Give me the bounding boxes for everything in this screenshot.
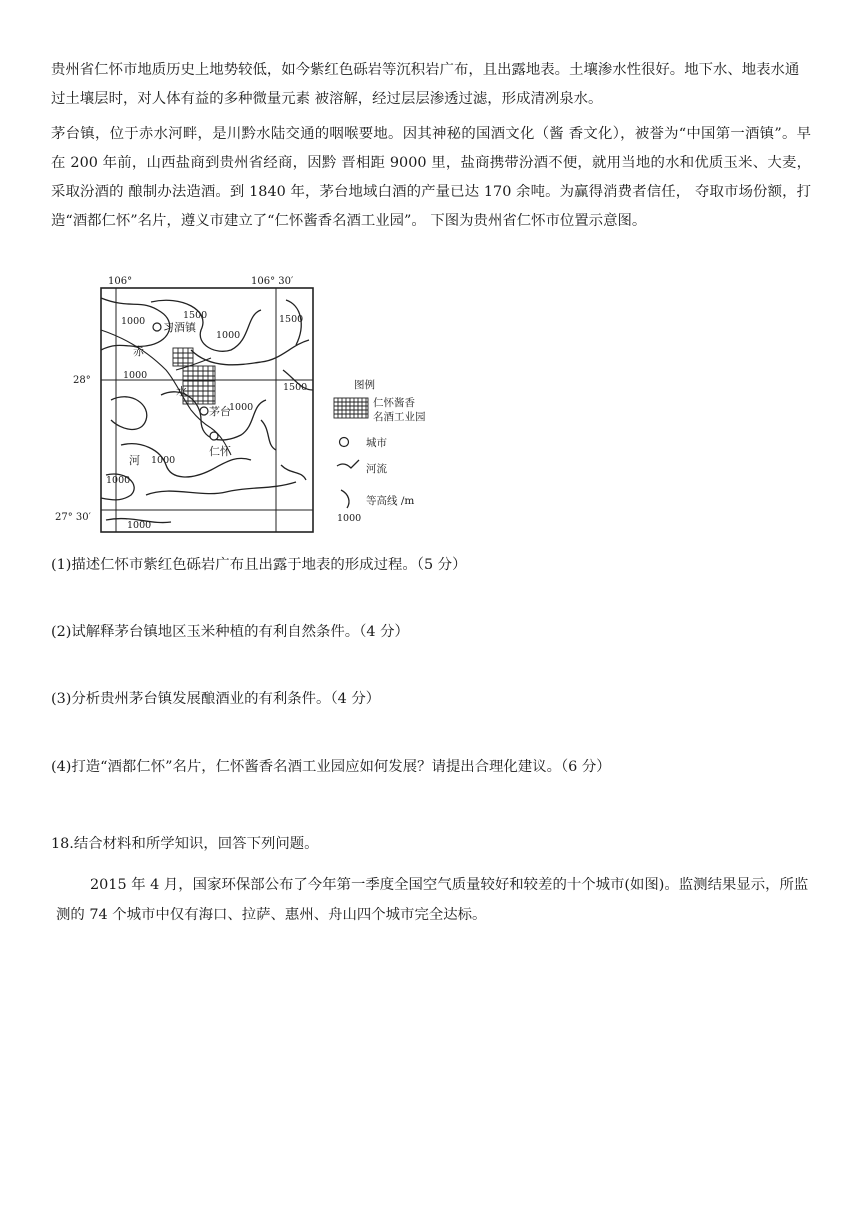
contour-label: 1500 [279,314,304,325]
legend-contour-icon [341,490,349,508]
contour-label: 1000 [121,316,146,327]
city-marker-maotai [200,407,208,415]
question-2: (2)试解释茅台镇地区玉米种植的有利自然条件。（4 分） [51,624,409,640]
question-4: (4)打造“酒都仁怀”名片，仁怀酱香名酒工业园应如何发展？请提出合理化建议。（6 分） [51,759,611,775]
contour-label: 1500 [183,310,208,321]
lon-label-left: 106° [108,276,133,287]
contour-label: 1000 [127,520,152,531]
city-marker-xijiu [153,323,161,331]
place-label-xijiu: 习酒镇 [163,321,196,334]
lat-label-bottom: 27° 30′ [55,512,91,523]
contour-label: 1000 [151,455,176,466]
legend-city-icon [340,438,349,447]
legend-contour-value: 1000 [337,513,362,524]
paragraph-maotai: 茅台镇，位于赤水河畔，是川黔水陆交通的咽喉要地。因其神秘的国酒文化（酱 香文化），被誉为“中国第一酒镇”。早在 200 年前，山西盐商到贵州省经商，因黔 晋相距 9000 里，盐商携带汾酒不便，就用当地的水和优质玉米、大麦，采取汾酒的 酿制办法造酒。到 1840 年，茅台地域白酒的产量已达 170 余吨。为赢得消费者信任， 夺取市场份额，打造“酒都仁怀”名片，遵义市建立了“仁怀酱香名酒工业园”。 下图为贵州省仁怀市位置示意图。 [51,126,811,229]
legend-park-label-2: 名酒工业园 [373,411,426,423]
paragraph-geology: 贵州省仁怀市地质历史上地势较低，如今紫红色砾岩等沉积岩广布，且出露地表。土壤渗水性很好。地下水、地表水通过土壤层时，对人体有益的多种微量元素 被溶解，经过层层渗透过滤，形成清冽泉水。 [51,62,800,107]
legend-contour-label: 等高线 /m [366,495,415,507]
contour-label: 1000 [229,402,254,413]
legend-river-icon [337,460,359,468]
river-char-3: 河 [129,454,140,467]
contour-label: 1000 [216,330,241,341]
river-char-1: 赤 [133,345,144,358]
contour-label: 1000 [106,475,131,486]
question-3: (3)分析贵州茅台镇发展酿酒业的有利条件。（4 分） [51,691,381,707]
legend-city-label: 城市 [366,437,387,449]
place-label-maotai: 茅台 [209,405,231,418]
location-map [51,270,451,540]
legend-title: 图例 [354,379,375,391]
legend-river-label: 河流 [366,463,387,475]
legend-park-label-1: 仁怀酱香 [373,397,415,409]
map-legend [334,378,426,524]
river-char-2: 水 [176,385,187,398]
grid-outline [334,398,368,418]
question-1: (1)描述仁怀市紫红色砾岩广布且出露于地表的形成过程。（5 分） [51,557,467,573]
lat-label-top: 28° [73,375,91,386]
contour-label: 1500 [283,382,308,393]
place-label-renhuai: 仁怀 [209,445,231,458]
lon-label-right: 106° 30′ [251,276,294,287]
section-18-heading: 18.结合材料和所学知识，回答下列问题。 [51,836,319,852]
city-marker-renhuai [210,432,218,440]
section-18-material: 2015 年 4 月，国家环保部公布了今年第一季度全国空气质量较好和较差的十个城市(如图)。监测结果显示，所监测的 74 个城市中仅有海口、拉萨、惠州、舟山四个城市完全达标。 [56,877,809,923]
legend-park-swatch [334,398,368,418]
contour-label: 1000 [123,370,148,381]
